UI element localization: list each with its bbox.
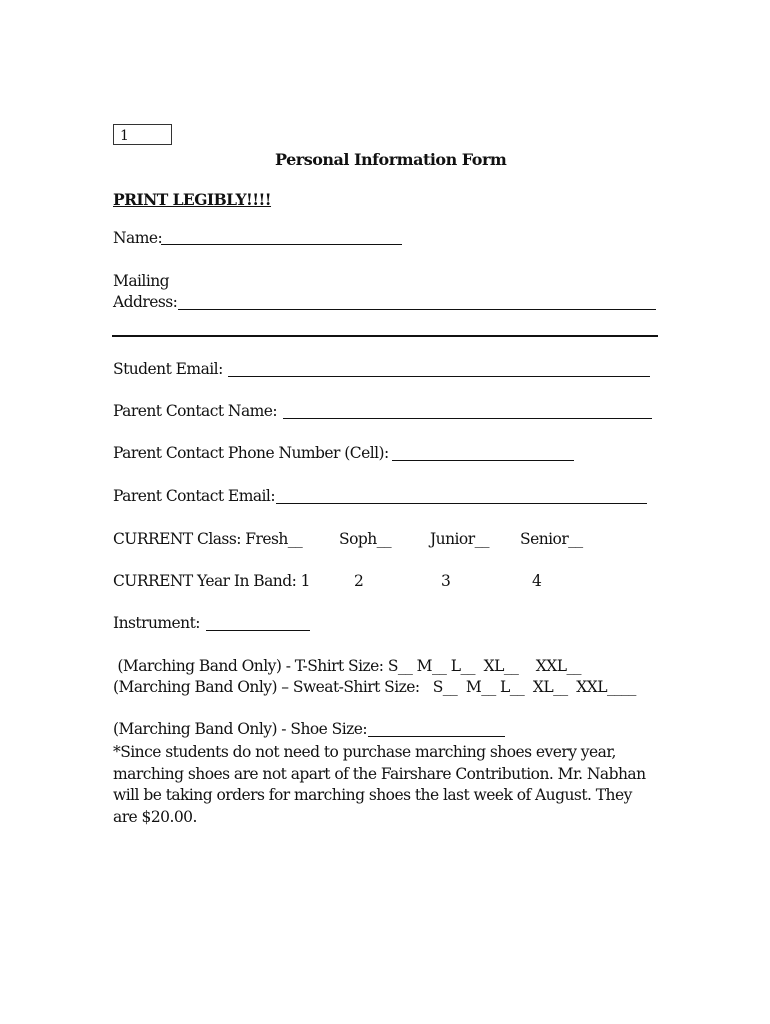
note-line: *Since students do not need to purchase marching shoes every year, [113, 743, 616, 761]
year-option-3[interactable]: 3 [441, 572, 451, 590]
year-in-band-label[interactable]: CURRENT Year In Band: 1 [113, 572, 310, 590]
shoe-size-field-line[interactable] [368, 736, 505, 737]
parent-name-field-line[interactable] [283, 418, 652, 419]
student-email-field-line[interactable] [228, 376, 650, 377]
class-option-senior[interactable]: Senior__ [520, 530, 583, 548]
name-label: Name: [113, 229, 163, 247]
shoe-purchase-note [113, 742, 673, 828]
year-option-4[interactable]: 4 [532, 572, 542, 590]
parent-email-field-line[interactable] [276, 503, 647, 504]
class-option-junior[interactable]: Junior__ [430, 530, 489, 548]
current-class-label[interactable]: CURRENT Class: Fresh__ [113, 530, 303, 548]
shoe-size-label: (Marching Band Only) - Shoe Size: [113, 720, 368, 738]
tshirt-size-line[interactable]: (Marching Band Only) - T-Shirt Size: S__ M__ L__ XL__ XXL__ [113, 657, 581, 675]
mailing-address-field-line-2[interactable] [112, 335, 658, 337]
student-email-label: Student Email: [113, 360, 223, 378]
note-line: marching shoes are not apart of the Fairshare Contribution. Mr. Nabhan [113, 764, 646, 783]
mailing-label-line2: Address: [113, 293, 178, 311]
parent-email-label: Parent Contact Email: [113, 487, 276, 505]
page-number-box: 1 [113, 124, 172, 145]
year-option-2[interactable]: 2 [354, 572, 364, 590]
instrument-label: Instrument: [113, 614, 200, 632]
form-title: Personal Information Form [275, 150, 507, 169]
instrument-field-line[interactable] [206, 630, 310, 631]
parent-name-label: Parent Contact Name: [113, 402, 278, 420]
note-line: will be taking orders for marching shoes the last week of August. They [113, 786, 632, 804]
mailing-label-line1: Mailing [113, 272, 170, 290]
name-field-line[interactable] [161, 244, 402, 245]
class-option-soph[interactable]: Soph__ [339, 530, 392, 548]
sweatshirt-size-line[interactable]: (Marching Band Only) – Sweat-Shirt Size: S__ M__ L__ XL__ XXL____ [113, 678, 636, 696]
print-legibly-warning: PRINT LEGIBLY!!!! [113, 190, 272, 209]
note-line: are $20.00. [113, 807, 197, 826]
parent-phone-field-line[interactable] [392, 460, 574, 461]
mailing-address-field-line[interactable] [178, 309, 656, 310]
parent-phone-label: Parent Contact Phone Number (Cell): [113, 444, 389, 462]
